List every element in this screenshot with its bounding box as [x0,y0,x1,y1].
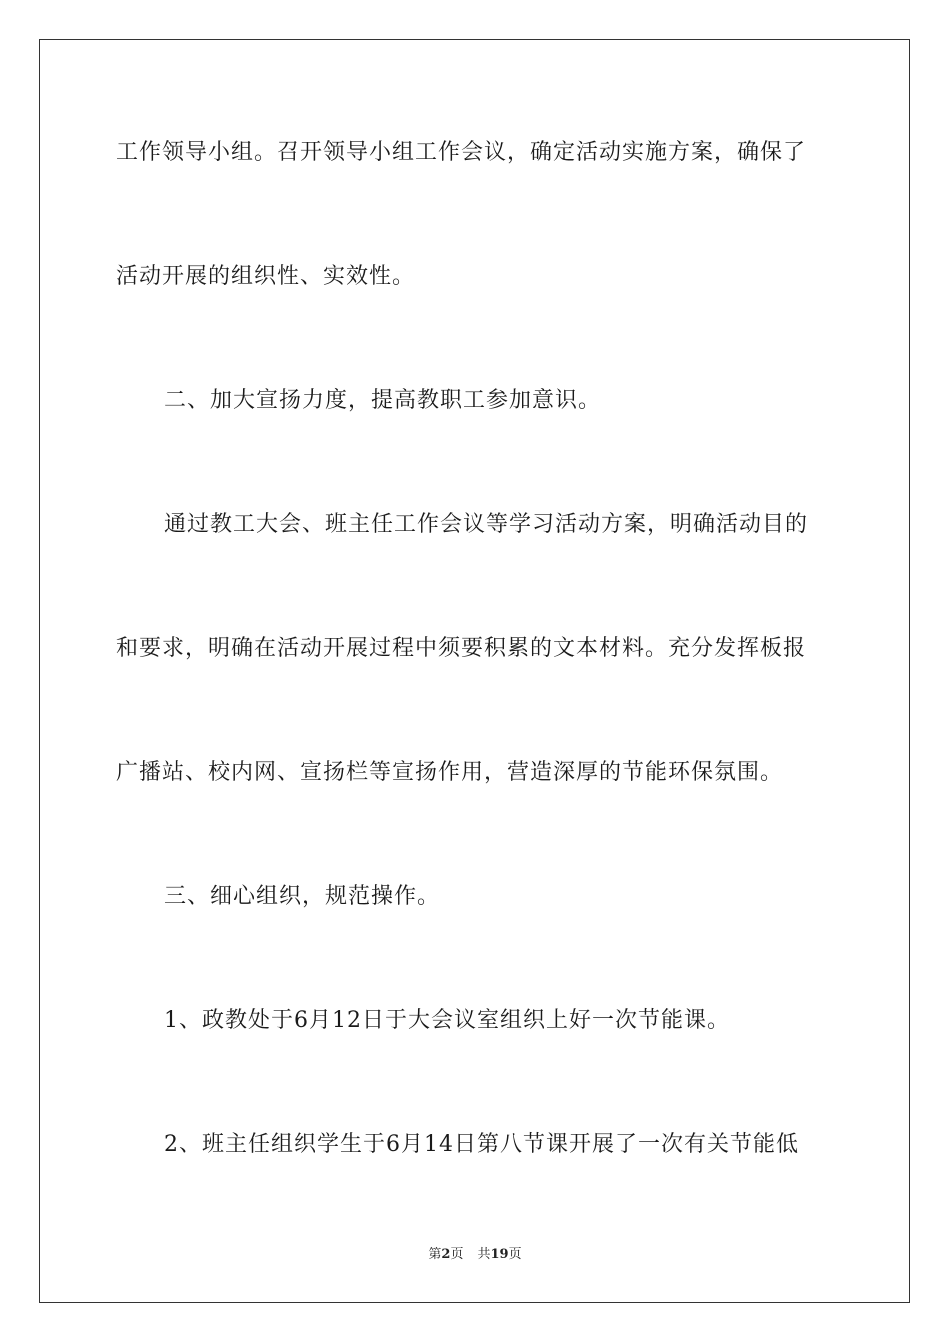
body-line-5: 和要求，明确在活动开展过程中须要积累的文本材料。充分发挥板报 [116,636,807,661]
footer-total-suffix: 页 [508,1247,522,1262]
footer-page-prefix: 第 [428,1247,442,1262]
body-line-1: 工作领导小组。召开领导小组工作会议，确定活动实施方案，确保了 [116,140,807,165]
footer-page-number: 2 [441,1247,451,1262]
list-item-2: 2、班主任组织学生于6月14日第八节课开展了一次有关节能低 [164,1132,799,1157]
body-line-6: 广播站、校内网、宣扬栏等宣扬作用，营造深厚的节能环保氛围。 [116,760,784,785]
body-line-4: 通过教工大会、班主任工作会议等学习活动方案，明确活动目的 [164,512,809,537]
footer-total-prefix: 共 [477,1247,491,1262]
body-line-2: 活动开展的组织性、实效性。 [116,264,416,289]
footer-page-suffix: 页 [450,1247,464,1262]
footer-total-pages: 19 [490,1247,509,1262]
section-heading-2: 二、加大宣扬力度，提高教职工参加意识。 [164,388,602,413]
list-item-1: 1、政教处于6月12日于大会议室组织上好一次节能课。 [164,1008,730,1033]
page-border [39,39,910,1303]
page-footer [0,1246,950,1264]
section-heading-3: 三、细心组织，规范操作。 [164,884,441,909]
